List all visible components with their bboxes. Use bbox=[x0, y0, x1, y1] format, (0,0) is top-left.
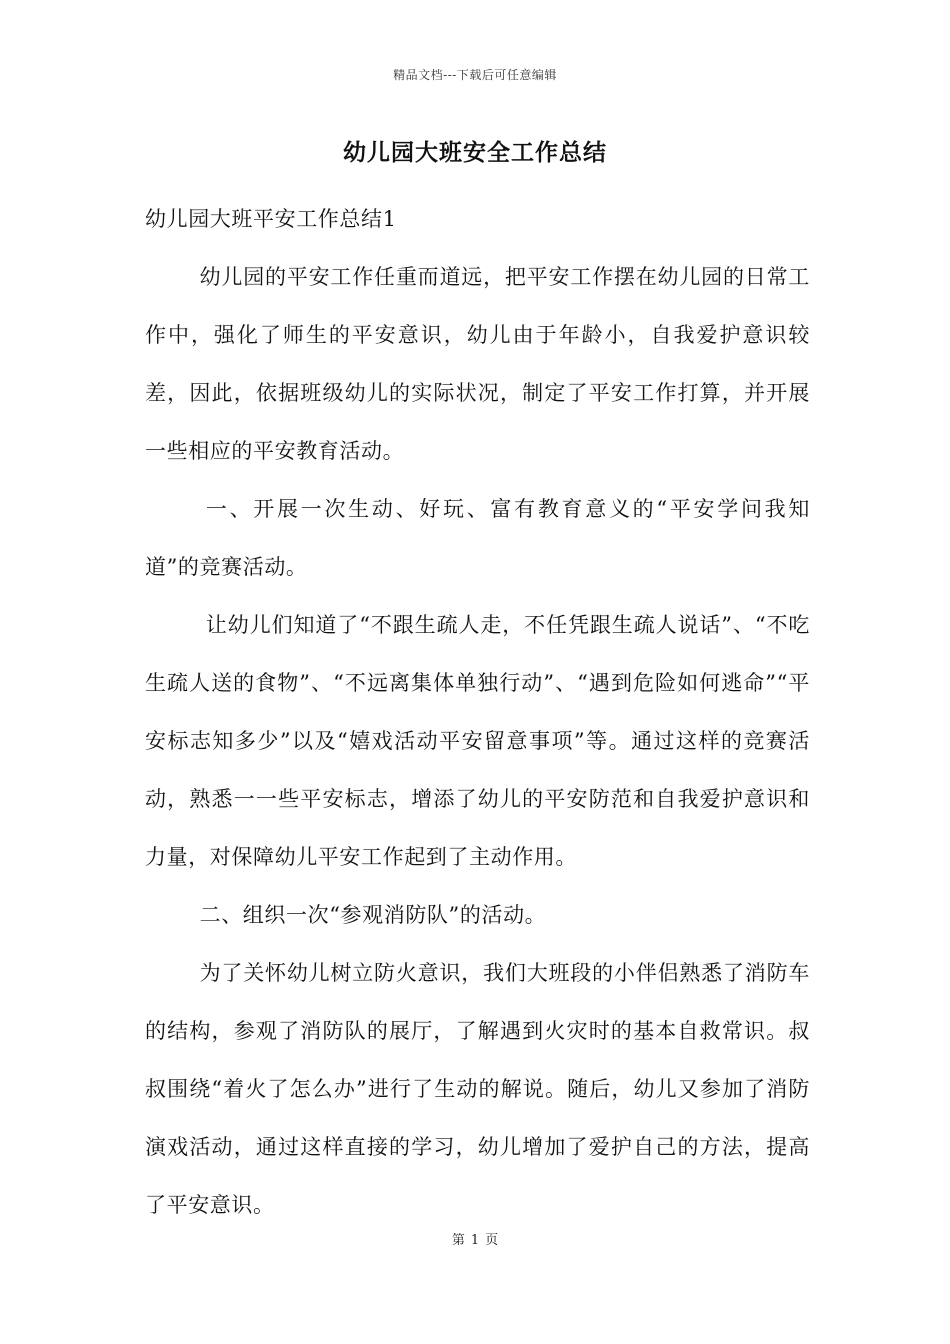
paragraph-fire-station: 为了关怀幼儿树立防火意识，我们大班段的小伴侣熟悉了消防车的结构，参观了消防队的展厅，了解遇到火灾时的基本自救常识。叔叔围绕“着火了怎么办”进行了生动的解说。随后，幼儿又参加了消防演戏活动，通过这样直接的学习，幼儿增加了爱护自己的方法，提高了平安意识。 bbox=[145, 961, 810, 1217]
paragraph-heading-one: 一、开展一次生动、好玩、富有教育意义的“平安学问我知道”的竞赛活动。 bbox=[145, 497, 810, 579]
paragraph-intro: 幼儿园的平安工作任重而道远，把平安工作摆在幼儿园的日常工作中，强化了师生的平安意识，幼儿由于年龄小，自我爱护意识较差，因此，依据班级幼儿的实际状况，制定了平安工作打算，并开展一些相应的平安教育活动。 bbox=[145, 265, 810, 463]
footer-prefix: 第 bbox=[451, 1233, 465, 1248]
paragraph-heading-two: 二、组织一次“参观消防队”的活动。 bbox=[199, 903, 547, 927]
document-body bbox=[145, 190, 810, 1234]
document-title: 幼儿园大班安全工作总结 bbox=[343, 139, 607, 166]
paragraph-contest: 让幼儿们知道了“不跟生疏人走，不任凭跟生疏人说话”、“不吃生疏人送的食物”、“不远离集体单独行动”、“遇到危险如何逃命”“平安标志知多少”以及“嬉戏活动平安留意事项”等。通过这样的竞赛活动，熟悉一一些平安标志，增添了幼儿的平安防范和自我爱护意识和力量，对保障幼儿平安工作起到了主动作用。 bbox=[145, 613, 810, 869]
page-footer bbox=[0, 1229, 950, 1248]
header-note: 精品文档---下载后可任意编辑 bbox=[393, 68, 557, 82]
footer-suffix: 页 bbox=[485, 1233, 499, 1248]
page-number: 1 bbox=[470, 1233, 480, 1248]
section-subtitle: 幼儿园大班平安工作总结1 bbox=[145, 207, 397, 231]
